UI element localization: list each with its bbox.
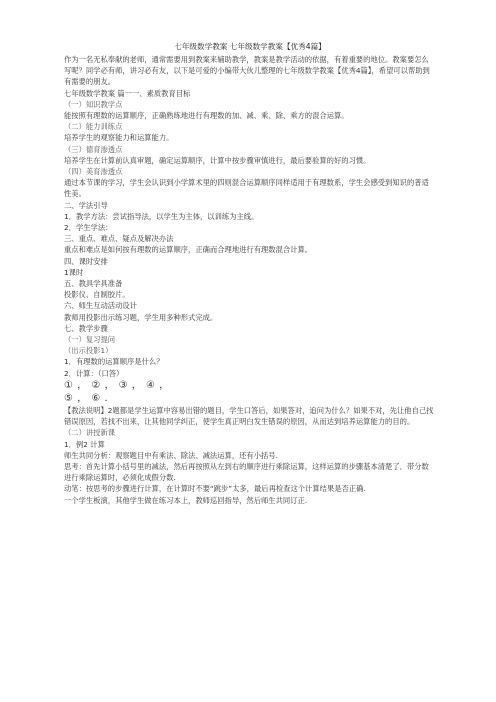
document-page [64,41,436,506]
paragraph: 作为一名无私奉献的老师，通常需要用到教案来辅助教学，教案是教学活动的依据，有着重要的地位。教案要怎么写呢？同学必有师，讲习必有友，以下是可爱的小编带大伙儿整理的七年级数学教案【优秀4篇】，希望可以帮助到有需要的朋友。 [64,55,430,87]
subheading: （一）复习提问 [64,335,116,345]
paragraph: 教师用投影出示练习题，学生用多种形式完成。 [64,312,218,322]
paragraph: 一个学生板演，其他学生做在练习本上，教师巡回指导，然后师生共同订正. [64,495,308,505]
section-heading: 五、教具学具准备 [64,279,123,289]
paragraph: 动笔：按思考的步骤进行计算，在计算时不要“跳步”太多，最后再检查这个计算结果是否正确. [64,484,366,494]
paragraph: 思考：首先计算小括号里的减法，然后再按照从左到右的顺序进行乘除运算，这样运算的步骤基本清楚了．带分数进行乘除运算时，必须化成假分数. [64,461,429,483]
paragraph: 1．教学方法：尝试指导法，以学生为主体，以训练为主线。 [64,211,259,221]
subheading: （二）能力训练点 [64,122,123,132]
paragraph: 培养学生在计算前认真审题，确定运算顺序，计算中按步骤审慎进行，最后要验算的好的习惯。 [64,155,371,165]
subheading: （三）德育渗透点 [64,144,123,154]
paragraph: 投影仪、自制胶片。 [64,290,130,300]
paragraph: 师生共同分析：观察题目中有乘法、除法、减法运算，还有小括号. [64,450,278,460]
section-heading: 六、师生互动活动设计 [64,301,137,311]
paragraph: 1．有理数的运算顺序是什么？ [64,357,164,367]
subheading: （二）讲授新课 [64,428,116,438]
exercise-list-line-2: ⑤ ， ⑥ . [64,392,109,404]
section-heading: 四、课时安排 [64,256,108,266]
exercise-list-line-1: ① ， ② ， ③ ， ④ ， [64,379,170,391]
paragraph: 能按照有理数的运算顺序，正确熟练地进行有理数的加、减、乘、除、乘方的混合运算。 [64,111,349,121]
section-heading: 二、学法引导 [64,200,108,210]
paragraph: 【教法说明】2题都是学生运算中容易出错的题目，学生口答后，如果答对，追问为什么？如果不对，先让他自己找错误原因，若找不出来，让其他同学纠正，使学生真正明白发生错误的原因，从而达到培养运算能力的目的。 [64,405,434,427]
paragraph: 培养学生的观察能力和运算能力。 [64,133,174,143]
paragraph: 1．例2 计算 [64,439,105,449]
section-heading: 七、教学步骤 [64,323,108,333]
paragraph: 通过本节课的学习，学生会认识到小学算术里的四则混合运算顺序同样适用于有理数系，学生会感受到知识的普适性美。 [64,178,429,199]
paragraph: 重点和难点是如何按有理数的运算顺序，正确而合理地进行有理数混合计算。 [64,245,313,255]
section-heading: 三、重点、难点、疑点及解决办法 [64,234,174,244]
section-heading: 七年级数学教案 篇一一、素质教育目标 [64,88,191,98]
subheading: （一）知识教学点 [64,99,123,109]
document-title: 七年级数学教案 七年级数学教案【优秀4篇】 [174,42,326,51]
subheading: （四）美育渗透点 [64,167,123,177]
paragraph: 2．计算：（口答） [64,368,124,378]
paragraph: （出示投影1） [64,346,113,356]
paragraph: 1课时 [64,267,84,277]
paragraph: 2．学生学法： [64,223,113,233]
